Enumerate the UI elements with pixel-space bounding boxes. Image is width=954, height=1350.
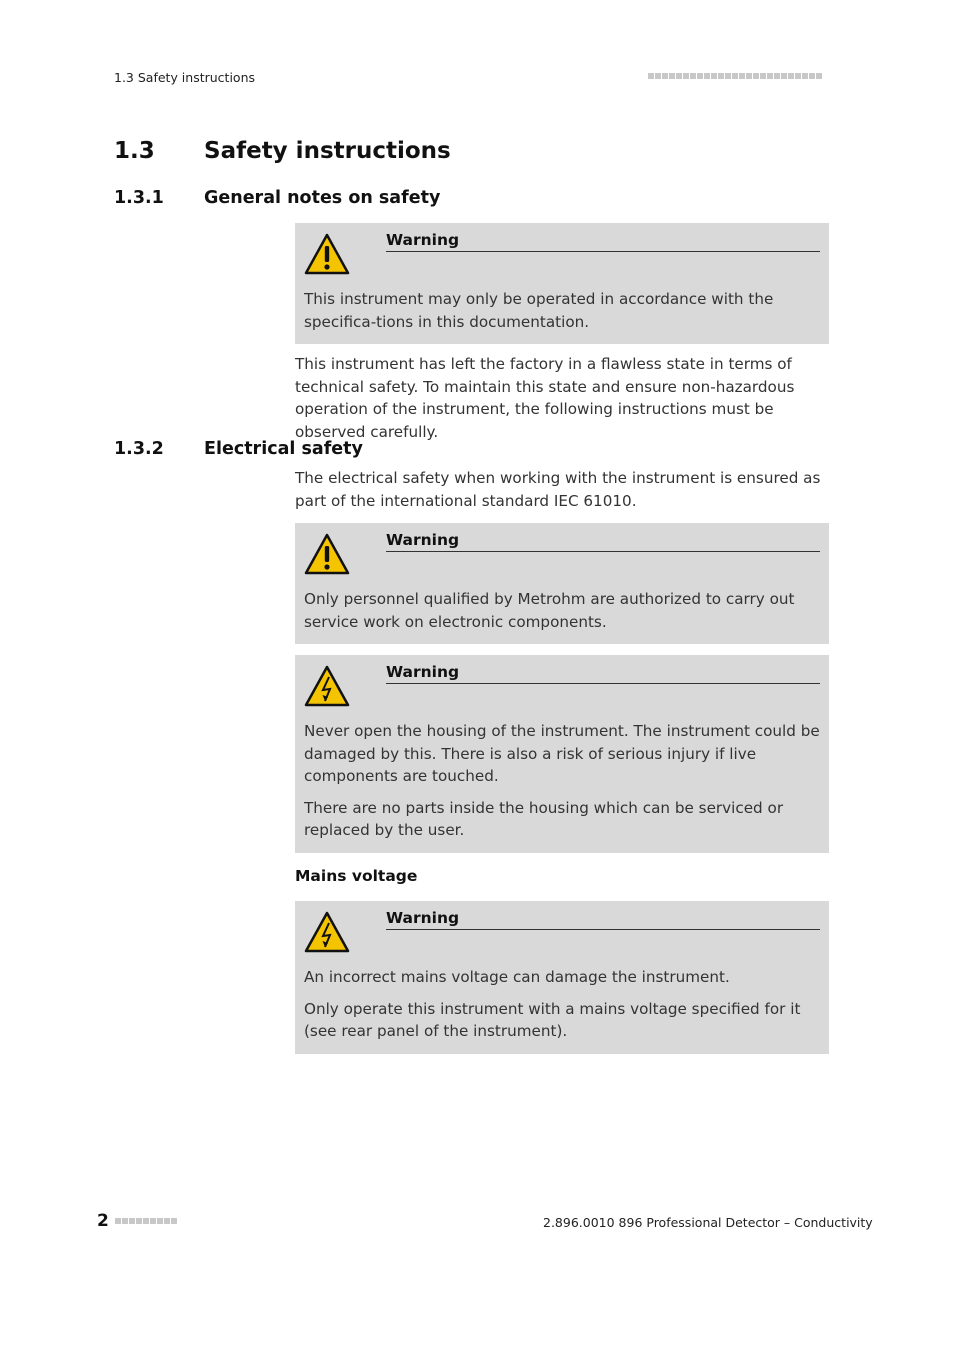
- warning-box-mains-voltage: [295, 901, 829, 1054]
- factory-paragraph: This instrument has left the factory in a flawless state in terms of technical safety. To maintain this state and ensure non-hazardous operation of the instrument, the following instructions must be observed carefully.: [295, 355, 795, 441]
- warning-text: An incorrect mains voltage can damage the instrument. Only operate this instrument with a mains voltage specified for it (see rear panel of the instrument).: [304, 968, 801, 1040]
- warning-box-personnel: [295, 523, 829, 644]
- high-voltage-icon: [304, 665, 350, 707]
- header-decoration-dots: [648, 73, 822, 79]
- running-header: 1.3 Safety instructions: [114, 70, 256, 85]
- warning-exclamation-icon: [304, 233, 350, 275]
- mains-voltage-subheading: Mains voltage: [295, 867, 418, 885]
- footer-document-title: 2.896.0010 896 Professional Detector – Conductivity: [543, 1215, 873, 1230]
- warning-box-operation: [295, 223, 829, 344]
- high-voltage-icon: [304, 911, 350, 953]
- warning-title: Warning: [386, 531, 820, 552]
- warning-title: Warning: [386, 231, 820, 252]
- section-heading-1-3-1: 1.3.1 General notes on safety: [114, 188, 441, 208]
- warning-title: Warning: [386, 663, 820, 684]
- warning-text: This instrument may only be operated in accordance with the specifica-tions in this documentation.: [304, 290, 774, 331]
- section-heading-1-3: 1.3 Safety instructions: [114, 138, 451, 164]
- section-heading-1-3-2: 1.3.2 Electrical safety: [114, 439, 363, 459]
- electrical-intro-paragraph: The electrical safety when working with the instrument is ensured as part of the international standard IEC 61010.: [295, 469, 821, 510]
- warning-box-housing: [295, 655, 829, 853]
- warning-text: Never open the housing of the instrument. The instrument could be damaged by this. There is also a risk of serious injury if live components are touched. There are no parts inside the housing which can be serviced or replaced by the user.: [304, 722, 820, 839]
- footer-decoration-dots: [115, 1218, 177, 1224]
- warning-exclamation-icon: [304, 533, 350, 575]
- page-number: 2: [97, 1211, 109, 1231]
- warning-text: Only personnel qualified by Metrohm are authorized to carry out service work on electronic components.: [304, 590, 795, 631]
- warning-title: Warning: [386, 909, 820, 930]
